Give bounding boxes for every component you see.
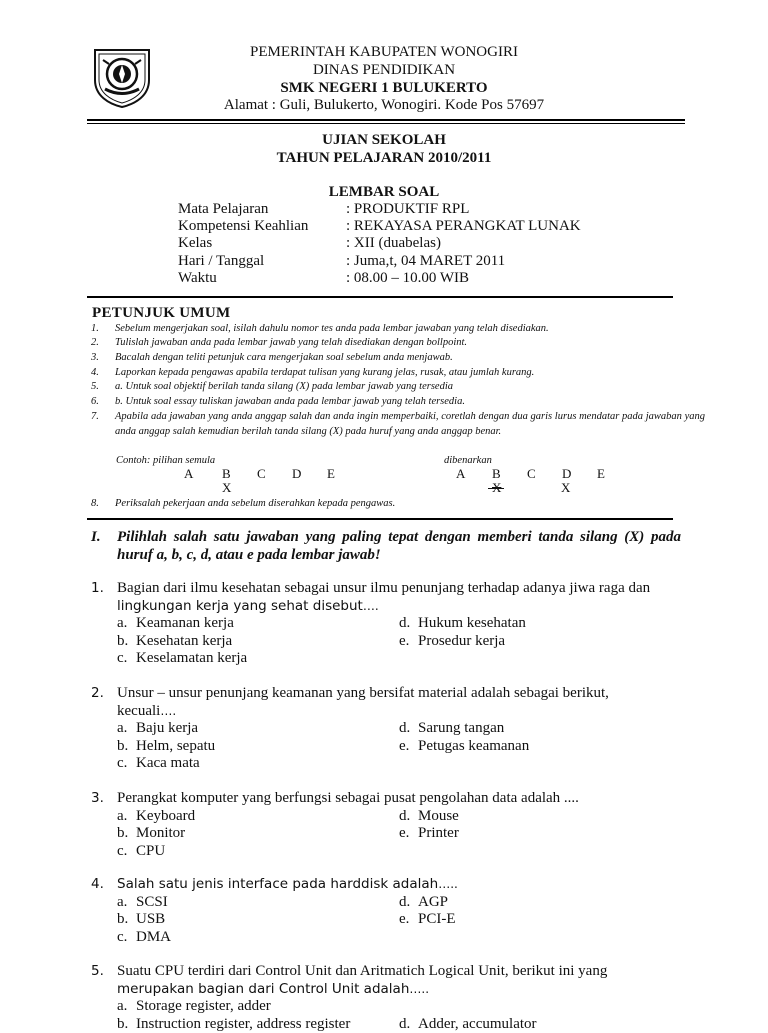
- question-number: 3.: [91, 790, 104, 808]
- example-letter: D: [562, 466, 571, 482]
- option-a: a. Storage register, adder: [117, 998, 434, 1016]
- info-label: Kompetensi Keahlian: [178, 218, 346, 235]
- option-e: e. Printer: [399, 825, 681, 843]
- question-4: [91, 876, 681, 946]
- example-letter: C: [527, 466, 536, 482]
- option-e: e. Prosedur kerja: [399, 633, 681, 651]
- info-label: Mata Pelajaran: [178, 201, 346, 218]
- header-address: Alamat : Guli, Bulukerto, Wonogiri. Kode Pos 57697: [0, 97, 768, 114]
- question-stem: Unsur – unsur penunjang keamanan yang bersifat material adalah sebagai berikut, kecuali….: [117, 685, 681, 720]
- answer-options: [117, 894, 681, 947]
- header-school: SMK NEGERI 1 BULUKERTO: [0, 80, 768, 97]
- option-a: a. Keamanan kerja: [117, 615, 399, 633]
- exam-title: UJIAN SEKOLAH: [0, 132, 768, 149]
- option-a: a. SCSI: [117, 894, 399, 912]
- instruction-item: 4. Laporkan kepada pengawas apabila terdapat tulisan yang kurang jelas, rusak, atau jumlah kurang.: [91, 366, 705, 381]
- instruction-item: 6. b. Untuk soal essay tuliskan jawaban anda pada lembar jawab yang telah tersedia.: [91, 395, 705, 410]
- option-d: d. Adder, accumulator: [399, 1016, 681, 1033]
- info-row-subject: [178, 201, 678, 218]
- instruction-item: 2. Tulislah jawaban anda pada lembar jawab yang telah disediakan dengan bollpoint.: [91, 336, 705, 351]
- question-1: [91, 580, 681, 668]
- info-label: Waktu: [178, 270, 346, 287]
- question-stem: Bagian dari ilmu kesehatan sebagai unsur ilmu penunjang terhadap adanya jiwa raga dan lingkungan kerja yang sehat disebut….: [117, 580, 681, 615]
- option-c: c. CPU: [117, 843, 434, 861]
- info-row-competency: [178, 218, 678, 235]
- instruction-item: 3. Bacalah dengan teliti petunjuk cara mengerjakan soal sebelum anda menjawab.: [91, 351, 705, 366]
- example-letter: C: [257, 466, 266, 482]
- section-number: I.: [91, 528, 101, 546]
- answer-options: [117, 615, 681, 668]
- option-c: c. DMA: [117, 929, 434, 947]
- answer-options: [117, 720, 681, 773]
- info-row-date: [178, 253, 678, 270]
- sheet-title: LEMBAR SOAL: [0, 184, 768, 201]
- option-e: e. Petugas keamanan: [399, 738, 681, 756]
- header-government: PEMERINTAH KABUPATEN WONOGIRI: [0, 44, 768, 61]
- header-divider: [87, 119, 685, 121]
- info-row-time: [178, 270, 678, 287]
- info-row-class: [178, 235, 678, 252]
- example-letter: A: [456, 466, 465, 482]
- example-letter: E: [597, 466, 605, 482]
- example-letter: A: [184, 466, 193, 482]
- option-b: b. Kesehatan kerja: [117, 633, 399, 651]
- question-stem: Salah satu jenis interface pada harddisk adalah…..: [117, 876, 681, 894]
- question-5: [91, 963, 681, 1033]
- info-value: : XII (duabelas): [346, 235, 441, 252]
- info-label: Kelas: [178, 235, 346, 252]
- question-stem: Suatu CPU terdiri dari Control Unit dan Aritmatich Logical Unit, berikut ini yang merupakan bagian dari Control Unit adalah…..: [117, 963, 681, 998]
- instruction-item: 7. Apabila ada jawaban yang anda anggap salah dan anda ingin memperbaiki, coretlah dengan dua garis lurus mendatar pada jawaban yang anda anggap salah kemudian berilah tanda silang (X) pada huruf yang anda anggap benar.: [91, 409, 705, 440]
- instruction-item: 5. a. Untuk soal objektif berilah tanda silang (X) pada lembar jawab yang tersedia: [91, 380, 705, 395]
- section-divider: [87, 296, 673, 298]
- option-d: d. Hukum kesehatan: [399, 615, 681, 633]
- section-divider: [87, 518, 673, 520]
- question-number: 4.: [91, 876, 104, 894]
- option-e: e. PCI-E: [399, 911, 681, 929]
- general-instructions-heading: PETUNJUK UMUM: [92, 305, 230, 322]
- answer-options: [117, 808, 681, 861]
- example-letter: B: [222, 466, 231, 482]
- option-b: b. Helm, sepatu: [117, 738, 399, 756]
- option-c: c. Kaca mata: [117, 755, 434, 773]
- section-instruction: [91, 528, 681, 564]
- option-b: b. USB: [117, 911, 399, 929]
- info-value: : PRODUKTIF RPL: [346, 201, 469, 218]
- question-2: [91, 685, 681, 773]
- example-letter: B: [492, 466, 501, 482]
- section-text: Pilihlah salah satu jawaban yang paling tepat dengan memberi tanda silang (X) pada huruf a, b, c, d, atau e pada lembar jawab!: [117, 528, 681, 564]
- example-letter: E: [327, 466, 335, 482]
- header-divider-thin: [87, 123, 685, 124]
- question-number: 5.: [91, 963, 104, 981]
- example-original-label: Contoh: pilihan semula: [116, 455, 215, 466]
- info-value: : 08.00 – 10.00 WIB: [346, 270, 469, 287]
- info-label: Hari / Tanggal: [178, 253, 346, 270]
- exam-info-table: [178, 201, 678, 287]
- answer-options: [117, 998, 681, 1033]
- example-corrected-label: dibenarkan: [444, 455, 492, 466]
- example-cross-mark: X: [561, 480, 570, 496]
- option-d: d. AGP: [399, 894, 681, 912]
- question-3: [91, 790, 681, 860]
- option-b: b. Monitor: [117, 825, 399, 843]
- example-strike-line: [488, 488, 504, 489]
- info-value: : REKAYASA PERANGKAT LUNAK: [346, 218, 581, 235]
- option-d: d. Mouse: [399, 808, 681, 826]
- option-a: a. Baju kerja: [117, 720, 399, 738]
- option-a: a. Keyboard: [117, 808, 399, 826]
- question-number: 2.: [91, 685, 104, 703]
- instruction-item: 8. Periksalah pekerjaan anda sebelum diserahkan kepada pengawas.: [91, 497, 705, 512]
- option-b: b. Instruction register, address register: [117, 1016, 399, 1033]
- academic-year: TAHUN PELAJARAN 2010/2011: [0, 150, 768, 167]
- example-letter: D: [292, 466, 301, 482]
- example-cross-mark: X: [222, 480, 231, 496]
- info-value: : Juma,t, 04 MARET 2011: [346, 253, 505, 270]
- question-number: 1.: [91, 580, 104, 598]
- question-stem: Perangkat komputer yang berfungsi sebagai pusat pengolahan data adalah ....: [117, 790, 681, 808]
- instruction-item: 1. Sebelum mengerjakan soal, isilah dahulu nomor tes anda pada lembar jawaban yang telah disediakan.: [91, 322, 705, 337]
- header-department: DINAS PENDIDIKAN: [0, 62, 768, 79]
- option-d: d. Sarung tangan: [399, 720, 681, 738]
- option-c: c. Keselamatan kerja: [117, 650, 434, 668]
